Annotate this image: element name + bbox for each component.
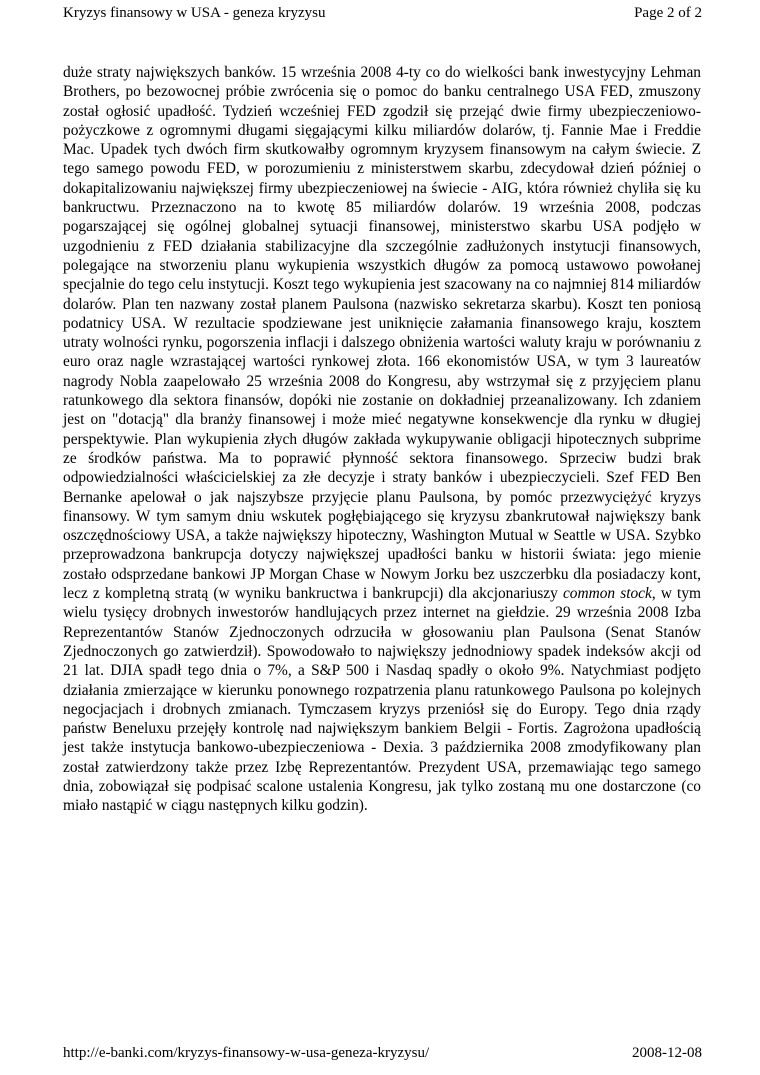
print-header — [63, 4, 702, 22]
source-url: http://e-banki.com/kryzys-finansowy-w-usa-geneza-kryzysu/ — [63, 1045, 430, 1061]
print-footer — [63, 1044, 702, 1062]
page-number-label: Page 2 of 2 — [634, 5, 702, 21]
document-title: Kryzys finansowy w USA - geneza kryzysu — [63, 5, 326, 21]
body-text-before-italic: duże straty największych banków. 15 września 2008 4-ty co do wielkości bank inwestycyjny Lehman Brothers, po bezowocnej próbie zwrócenia się o pomoc do banku centralnego USA FED, zmuszony został ogłosić upadłość. Tydzień wcześniej FED zgodził się przejąć dwie firmy ubezpieczeniowo-pożyczkowe z ogromnymi długami sięgającymi kilku miliardów dolarów, tj. Fannie Mae i Freddie Mac. Upadek tych dwóch firm skutkowałby ogromnym kryzysem finansowym na całym świecie. Z tego samego powodu FED, w porozumieniu z ministerstwem skarbu, zdecydował dzień później o dokapitalizowaniu największej firmy ubezpieczeniowej na świecie - AIG, która również chyliła się ku bankructwu. Przeznaczono na to kwotę 85 miliardów dolarów. 19 września 2008, podczas pogarszającej się ogólnej globalnej sytuacji finansowej, ministerstwo skarbu USA podjęło w uzgodnieniu z FED działania stabilizacyjne dla szczególnie zadłużonych instytucji finansowych, polegające na stworzeniu planu wykupienia wszystkich długów za pomocą ustawowo powołanej specjalnie do tego celu instytucji. Koszt tego wykupienia jest szacowany na co najmniej 814 miliardów dolarów. Plan ten nazwany został planem Paulsona (nazwisko sekretarza skarbu). Koszt ten poniosą podatnicy USA. W rezultacie spodziewane jest uniknięcie załamania finansowego kraju, kosztem utraty wolności rynku, pogorszenia inflacji i dalszego obniżenia wartości waluty kraju w porównaniu z euro oraz nagle wzrastającej wartości rynkowej złota. 166 ekonomistów USA, w tym 3 laureatów nagrody Nobla zaapelowało 25 września 2008 do Kongresu, aby wstrzymał się z przyjęciem planu ratunkowego dla sektora finansów, dopóki nie zostanie on dokładniej przeanalizowany. Ich zdaniem jest on "dotacją" dla branży finansowej i może mieć negatywne konsekwencje dla rynku w długiej perspektywie. Plan wykupienia złych długów zakłada wykupywanie obligacji hipotecznych subprime ze środków państwa. Ma to poprawić płynność sektora finansowego. Sprzeciw budzi brak odpowiedzialności właścicielskiej za złe decyzje i straty banków i ubezpieczycieli. Szef FED Ben Bernanke apelował o jak najszybsze przyjęcie planu Paulsona, by pomóc przezwyciężyć kryzys finansowy. W tym samym dniu wskutek pogłębiającego się kryzysu zbankrutował największy bank oszczędnościowy USA, a także największy hipoteczny, Washington Mutual w Seattle w USA. Szybko przeprowadzona bankrupcja dotyczy największej upadłości banku w historii świata: jego mienie zostało odsprzedane bankowi JP Morgan Chase w Nowym Jorku bez uszczerbku dla posiadaczy kont, lecz z kompletną stratą (w wyniku bankructwa i bankrupcji) dla akcjonariuszy — [63, 64, 701, 603]
article-body — [63, 63, 701, 816]
italic-phrase: common stock — [562, 585, 652, 603]
print-date: 2008-12-08 — [632, 1045, 702, 1061]
article-paragraph — [63, 63, 701, 816]
body-text-after-italic: , w tym wielu tysięcy drobnych inwestorów handlujących przez internet na giełdzie. 29 września 2008 Izba Reprezentantów Stanów Zjednoczonych odrzuciła w głosowaniu plan Paulsona (Senat Stanów Zjednoczonych go zatwierdził). Spowodowało to największy jednodniowy spadek indeksów akcji od 21 lat. DJIA spadł tego dnia o 7%, a S&P 500 i Nasdaq spadły o około 9%. Natychmiast podjęto działania zmierzające w kierunku ponownego rozpatrzenia planu ratunkowego Paulsona po kolejnych negocjacjach i drobnych zmianach. Tymczasem kryzys przeniósł się do Europy. Tego dnia rządy państw Beneluxu przejęły kontrolę nad największym bankiem Belgii - Fortis. Zagrożona upadłością jest także instytucja bankowo-ubezpieczeniowa - Dexia. 3 października 2008 zmodyfikowany plan został zatwierdzony także przez Izbę Reprezentantów. Prezydent USA, przemawiając tego samego dnia, zobowiązał się podpisać scalone ustalenia Kongresu, jak tylko zostaną mu one dostarczone (co miało nastąpić w ciągu następnych kilku godzin). — [63, 585, 701, 815]
